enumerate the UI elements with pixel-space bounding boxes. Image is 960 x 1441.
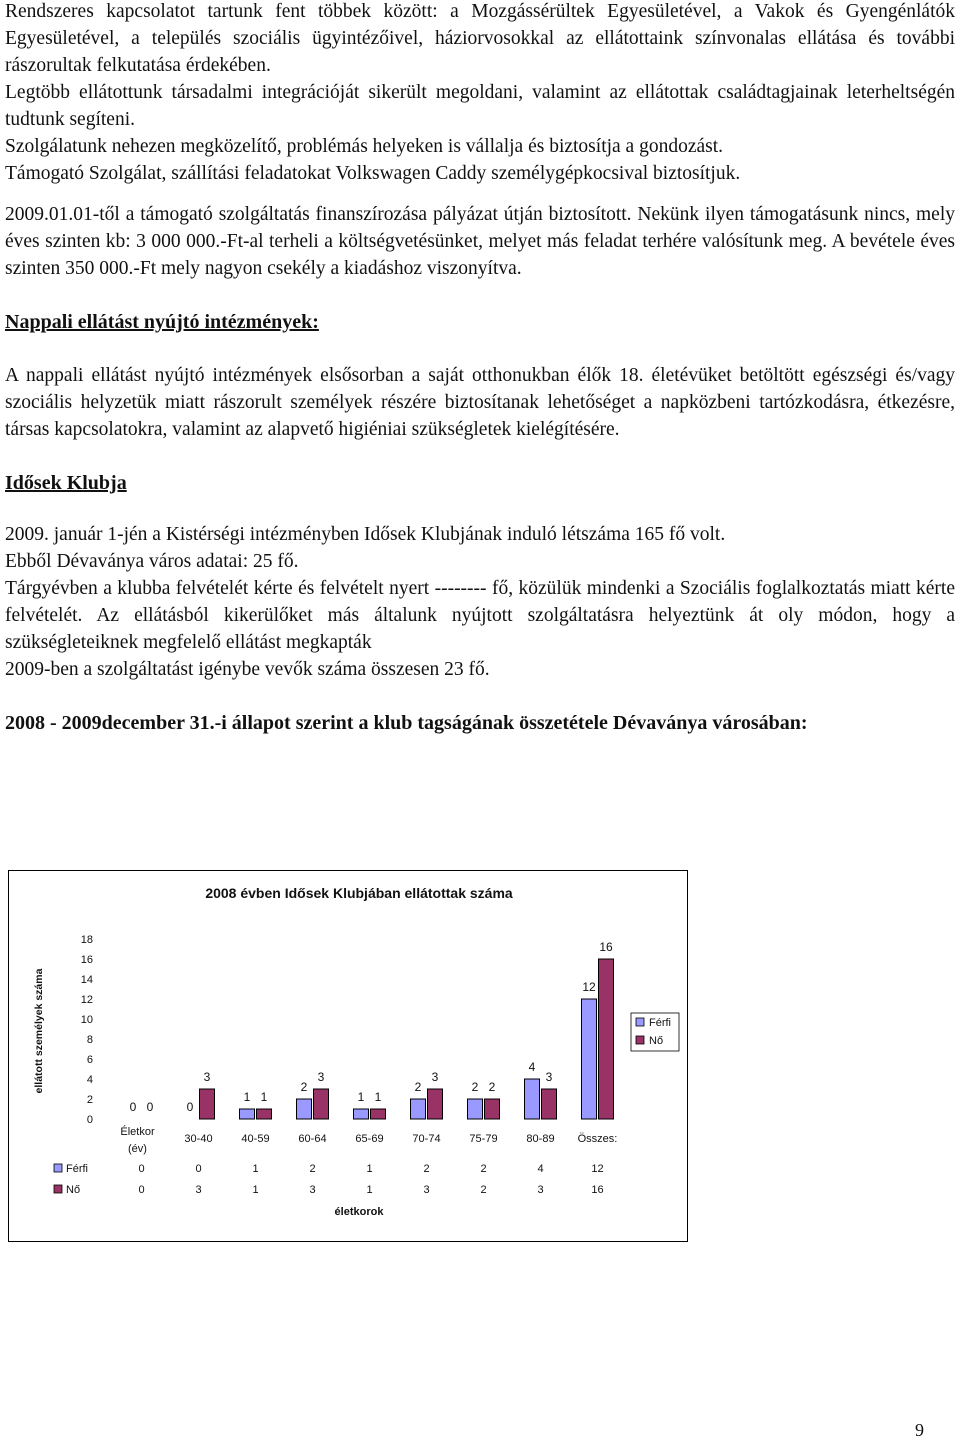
paragraph-club-total: 2009-ben a szolgáltatást igénybe vevők száma összesen 23 fő. (5, 659, 490, 680)
table-swatch-0 (54, 1164, 62, 1172)
legend-label-1: Nő (649, 1035, 664, 1047)
table-cell-0-0: 0 (138, 1163, 145, 1175)
data-label-1-5: 3 (431, 1070, 439, 1084)
data-label-1-7: 3 (545, 1070, 553, 1084)
x-tick-label-1: 30-40 (184, 1133, 213, 1145)
data-label-0-6: 2 (471, 1080, 479, 1094)
chart-y-axis-label: ellátott személyek száma (33, 968, 45, 1094)
paragraph-club-city: Ebből Dévaványa város adatai: 25 fő. (5, 551, 299, 572)
bar-1-8 (599, 959, 614, 1119)
chart-x-axis-label: életkorok (334, 1206, 384, 1218)
table-cell-1-0: 0 (138, 1184, 145, 1196)
data-label-1-4: 1 (374, 1090, 382, 1104)
y-tick-label-2: 4 (86, 1074, 93, 1086)
paragraph-club-start: 2009. január 1-jén a Kistérségi intézményben Idősek Klubjának induló létszáma 165 fő volt. (5, 524, 726, 545)
table-cell-0-5: 2 (423, 1163, 430, 1175)
table-cell-0-8: 12 (591, 1163, 604, 1175)
table-cell-1-4: 1 (366, 1184, 373, 1196)
data-label-1-8: 16 (599, 940, 613, 954)
chart-title: 2008 évben Idősek Klubjában ellátottak száma (205, 885, 513, 901)
legend-swatch-1 (636, 1036, 644, 1044)
bar-1-1 (200, 1089, 215, 1119)
table-series-label-0: Férfi (66, 1163, 88, 1175)
bar-0-7 (525, 1079, 540, 1119)
y-tick-label-5: 10 (80, 1014, 93, 1026)
data-label-0-0: 0 (129, 1100, 137, 1114)
data-label-0-2: 1 (243, 1090, 251, 1104)
table-cell-1-5: 3 (423, 1184, 430, 1196)
bar-1-2 (257, 1109, 272, 1119)
table-cell-0-2: 1 (252, 1163, 259, 1175)
y-tick-label-7: 14 (80, 974, 93, 986)
x-tick-label-6: 75-79 (469, 1133, 498, 1145)
legend-label-0: Férfi (649, 1017, 671, 1029)
paragraph-financing: 2009.01.01-től a támogató szolgáltatás finanszírozása pályázat útján biztosított. Nekünk ilyen támogatásunk nincs, mely éves szinten kb: 3 000 000.-Ft-al terheli a költségvetésünket, melyet más feladat terhére valósítunk meg. A bevétele éves szinten 350 000.-Ft mely nagyon csekély a kiadáshoz viszonyítva. (5, 204, 955, 279)
bar-1-6 (485, 1099, 500, 1119)
table-cell-0-4: 1 (366, 1163, 373, 1175)
table-swatch-1 (54, 1185, 62, 1193)
y-tick-label-1: 2 (86, 1094, 93, 1106)
table-cell-0-7: 4 (537, 1163, 544, 1175)
table-cell-1-3: 3 (309, 1184, 316, 1196)
table-cell-1-1: 3 (195, 1184, 202, 1196)
x-tick-label-3: 60-64 (298, 1133, 327, 1145)
paragraph-day-care: A nappali ellátást nyújtó intézmények elsősorban a saját otthonukban élők 18. életévüket betöltött egészségi és/vagy szociális helyzetük miatt rászorult személyek részére biztosítanak lehetőséget a napközbeni tartózkodásra, étkezésre, társas kapcsolatokra, valamint az alapvető higiéniai szükségletek kielégítésére. (5, 365, 955, 440)
data-label-0-8: 12 (582, 980, 596, 994)
bar-1-3 (314, 1089, 329, 1119)
x-tick-label-0-1: (év) (128, 1143, 147, 1155)
bar-0-3 (297, 1099, 312, 1119)
x-tick-label-4: 65-69 (355, 1133, 384, 1145)
y-tick-label-0: 0 (86, 1114, 93, 1126)
table-cell-1-7: 3 (537, 1184, 544, 1196)
x-tick-label-8: Összes: (577, 1133, 618, 1145)
data-label-0-3: 2 (300, 1080, 308, 1094)
data-label-0-1: 0 (186, 1100, 194, 1114)
table-cell-1-8: 16 (591, 1184, 604, 1196)
paragraph-contacts: Rendszeres kapcsolatot tartunk fent többek között: a Mozgássérültek Egyesületével, a Vakok és Gyengénlátók Egyesületével, a település szociális ügyintézőivel, háziorvosokkal az ellátottaink színvonalas ellátása és további rászorultak felkutatása érdekében. (5, 1, 955, 76)
table-cell-0-6: 2 (480, 1163, 487, 1175)
data-label-1-1: 3 (203, 1070, 211, 1084)
table-cell-1-2: 1 (252, 1184, 259, 1196)
bar-1-5 (428, 1089, 443, 1119)
x-tick-label-0-0: Életkor (120, 1126, 155, 1138)
y-tick-label-8: 16 (80, 954, 93, 966)
heading-membership: 2008 - 2009december 31.-i állapot szerint a klub tagságának összetétele Dévaványa városában: (5, 712, 808, 734)
table-series-label-1: Nő (66, 1184, 81, 1196)
paragraph-care: Szolgálatunk nehezen megközelítő, problémás helyeken is vállalja és biztosítja a gondozást. (5, 136, 724, 157)
bar-0-4 (354, 1109, 369, 1119)
y-tick-label-4: 8 (86, 1034, 93, 1046)
paragraph-transport: Támogató Szolgálat, szállítási feladatokat Volkswagen Caddy személygépkocsival biztosítjuk. (5, 163, 741, 184)
heading-elderly-club: Idősek Klubja (5, 472, 127, 494)
y-tick-label-3: 6 (86, 1054, 93, 1066)
data-label-0-5: 2 (414, 1080, 422, 1094)
paragraph-integration: Legtöbb ellátottunk társadalmi integrációját sikerült megoldani, valamint az ellátottak családtagjainak leterheltségén tudtunk segíteni. (5, 82, 955, 130)
bar-1-4 (371, 1109, 386, 1119)
bar-1-7 (542, 1089, 557, 1119)
data-label-1-3: 3 (317, 1070, 325, 1084)
table-cell-1-6: 2 (480, 1184, 487, 1196)
x-tick-label-5: 70-74 (412, 1133, 441, 1145)
table-cell-0-1: 0 (195, 1163, 202, 1175)
data-label-0-4: 1 (357, 1090, 365, 1104)
membership-chart (8, 870, 688, 1242)
data-label-1-0: 0 (146, 1100, 154, 1114)
data-label-0-7: 4 (528, 1060, 536, 1074)
data-label-1-2: 1 (260, 1090, 268, 1104)
x-tick-label-2: 40-59 (241, 1133, 270, 1145)
x-tick-label-7: 80-89 (526, 1133, 555, 1145)
page-number: 9 (915, 1420, 924, 1440)
y-tick-label-9: 18 (80, 934, 93, 946)
chart-canvas (9, 871, 687, 1241)
bar-0-6 (468, 1099, 483, 1119)
document-page (5, 0, 955, 737)
heading-day-care: Nappali ellátást nyújtó intézmények: (5, 311, 319, 333)
data-label-1-6: 2 (488, 1080, 496, 1094)
y-tick-label-6: 12 (80, 994, 93, 1006)
bar-0-8 (582, 999, 597, 1119)
table-cell-0-3: 2 (309, 1163, 316, 1175)
paragraph-club-admission: Tárgyévben a klubba felvételét kérte és felvételt nyert -------- fő, közülük mindenki a Szociális foglalkoztatás miatt kérte felvételét. Az ellátásból kikerülőket más általunk nyújtott szolgáltatásra helyeztünk át oly módon, hogy a szükségleteiknek megfelelő ellátást megkapták (5, 578, 955, 653)
legend-swatch-0 (636, 1018, 644, 1026)
bar-0-2 (240, 1109, 255, 1119)
bar-0-5 (411, 1099, 426, 1119)
